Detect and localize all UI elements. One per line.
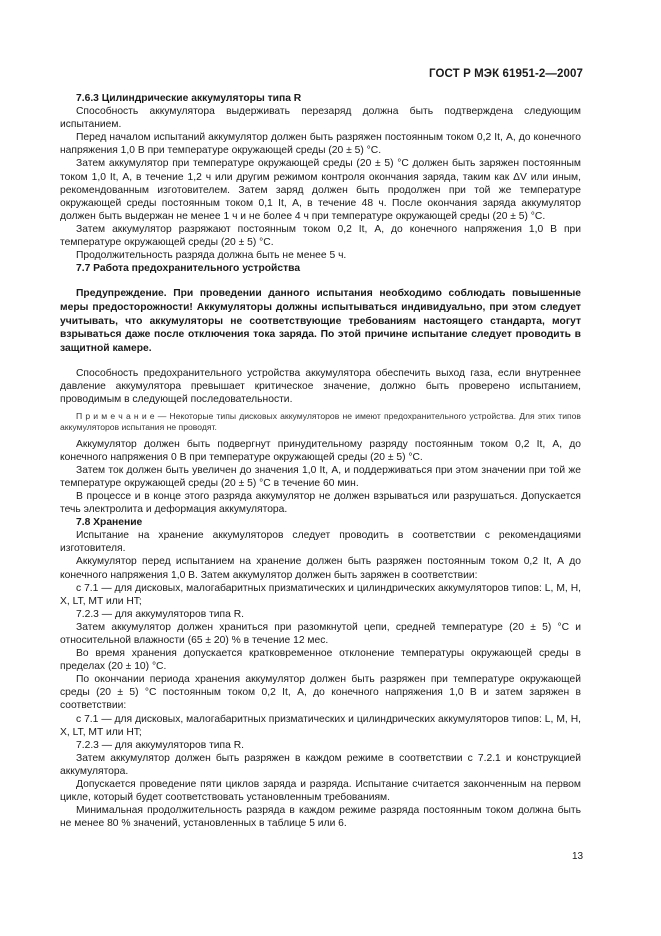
section-heading-7-6-3: 7.6.3 Цилиндрические аккумуляторы типа R bbox=[76, 93, 302, 104]
paragraph: Испытание на хранение аккумуляторов следует проводить в соответствии с рекомендациями изготовителя. bbox=[60, 530, 581, 555]
paragraph: Аккумулятор перед испытанием на хранение должен быть разряжен постоянным током 0,2 It, А до конечного напряжения 1,0 В. Затем аккумулятор должен быть заряжен в соответствии: bbox=[60, 556, 581, 581]
paragraph: Затем ток должен быть увеличен до значения 1,0 It, А, и поддерживаться при этом значении при той же температуре окружающей среды (20 ± 5) °С в течение 60 мин. bbox=[60, 464, 581, 489]
document-header: ГОСТ Р МЭК 61951-2—2007 bbox=[429, 68, 583, 80]
paragraph: с 7.1 — для дисковых, малогабаритных призматических и цилиндрических аккумуляторов типов: L, M, H, X, LT, MT или HT; bbox=[60, 582, 581, 607]
paragraph: Способность предохранительного устройства аккумулятора обеспечить выход газа, если внутреннее давление аккумулятора превышает критическое значение, должно быть проверено испытанием, проводимым в следующей последовательности. bbox=[60, 368, 581, 406]
paragraph: 7.2.3 — для аккумуляторов типа R. bbox=[76, 608, 244, 620]
paragraph: Затем аккумулятор разряжают постоянным током 0,2 It, А, до конечного напряжения 1,0 В при температуре окружающей среды (20 ± 5) °С. bbox=[60, 223, 581, 249]
page-number: 13 bbox=[572, 851, 584, 862]
paragraph: По окончании периода хранения аккумулятор должен быть разряжен при температуре окружающей среды (20 ± 5) °С постоянным током 0,2 It, А, до конечного напряжения 1,0 В и затем заряжен в соответствии: bbox=[60, 674, 581, 712]
paragraph: Допускается проведение пяти циклов заряда и разряда. Испытание считается законченным на первом цикле, который будет соответствовать установленным требованиям. bbox=[60, 779, 581, 804]
paragraph: Минимальная продолжительность разряда в каждом режиме разряда постоянным током должна быть не менее 80 % значений, установленных в таблице 5 или 6. bbox=[60, 805, 581, 830]
paragraph: Затем аккумулятор при температуре окружающей среды (20 ± 5) °С должен быть заряжен постоянным током 1,0 It, А, в течение 1,2 ч или другим режимом контроля окончания заряда, таким как ΔV или иным, рекомендованным изготовителем. Затем заряд должен быть продолжен при той же температуре окружающей среды постоянным током 0,1 It, А, в течение 48 ч. После окончания заряда аккумулятор должен быть выдержан не менее 1 ч и не более 4 ч при температуре окружающей среды (20 ± 5) °С. bbox=[60, 158, 581, 222]
paragraph: 7.2.3 — для аккумуляторов типа R. bbox=[76, 739, 244, 751]
paragraph: Затем аккумулятор должен храниться при разомкнутой цепи, средней температуре (20 ± 5) °С и относительной влажности (65 ± 20) % в течение 12 мес. bbox=[60, 621, 581, 646]
note-paragraph: П р и м е ч а н и е — Некоторые типы дисковых аккумуляторов не имеют предохранительного устройства. Для этих типов аккумуляторов испытания не проводят. bbox=[60, 410, 581, 433]
paragraph: Продолжительность разряда должна быть не менее 5 ч. bbox=[76, 250, 347, 262]
section-heading-7-7: 7.7 Работа предохранительного устройства bbox=[76, 263, 301, 275]
paragraph: Во время хранения допускается кратковременное отклонение температуры окружающей среды в пределах (20 ± 10) °С. bbox=[60, 648, 581, 673]
document-body bbox=[60, 92, 581, 830]
paragraph: Аккумулятор должен быть подвергнут принудительному разряду постоянным током 0,2 It, А, до конечного напряжения 0 В при температуре окружающей среды (20 ± 5) °С. bbox=[60, 438, 581, 463]
paragraph: Способность аккумулятора выдерживать перезаряд должна быть подтверждена следующим испытанием. bbox=[60, 106, 581, 131]
paragraph: Перед началом испытаний аккумулятор должен быть разряжен постоянным током 0,2 It, А, до конечного напряжения 1,0 В при температуре окружающей среды (20 ± 5) °С. bbox=[60, 132, 581, 157]
paragraph: В процессе и в конце этого разряда аккумулятор не должен взрываться или разрушаться. Допускается течь электролита и деформация аккумулятора. bbox=[60, 490, 581, 516]
paragraph: Затем аккумулятор должен быть разряжен в каждом режиме в соответствии с 7.2.1 и конструкцией аккумулятора. bbox=[60, 752, 581, 777]
paragraph: с 7.1 — для дисковых, малогабаритных призматических и цилиндрических аккумуляторов типов: L, M, H, X, LT, MT или HT; bbox=[60, 713, 581, 738]
warning-paragraph: Предупреждение. При проведении данного испытания необходимо соблюдать повышенные меры предосторожности! Аккумуляторы должны испытываться индивидуально, при этом следует учитывать, что аккумуляторы не соответствующие требованиям настоящего стандарта, могут взрываться даже после отключения тока заряда. По этой причине испытание следует проводить в защитной камере. bbox=[60, 288, 581, 354]
section-heading-7-8: 7.8 Хранение bbox=[76, 517, 143, 529]
